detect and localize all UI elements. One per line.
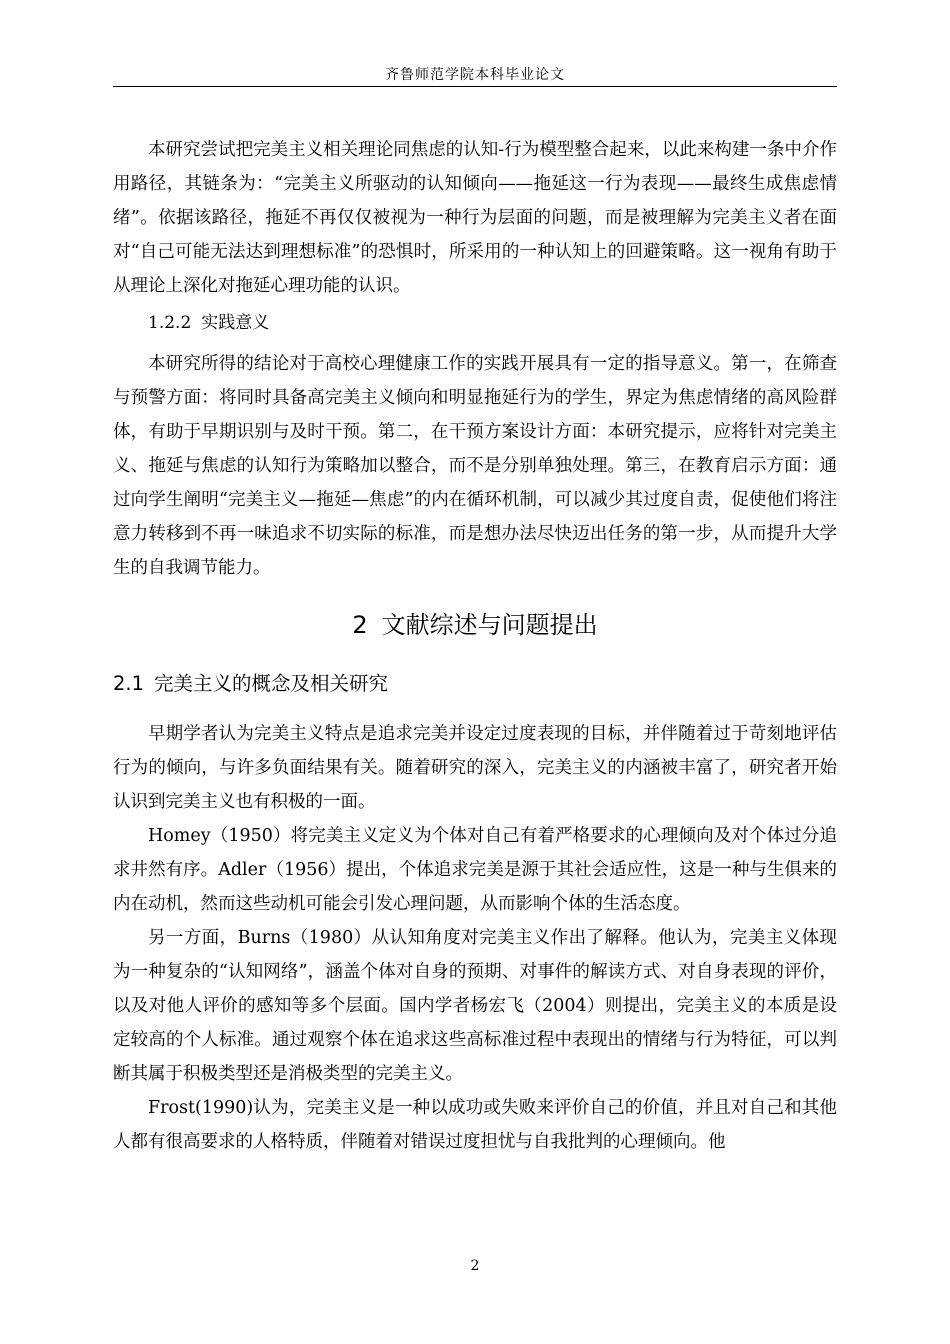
header-rule: [113, 86, 837, 87]
paragraph-homey-adler: Homey（1950）将完美主义定义为个体对自己有着严格要求的心理倾向及对个体过分追求井然有序。Adler（1956）提出，个体追求完美是源于其社会适应性，这是一种与生俱来的内在动机，然而这些动机可能会引发心理问题，从而影响个体的生活态度。: [113, 826, 837, 914]
page-body: [113, 133, 837, 1159]
paragraph-theory-significance: 本研究尝试把完美主义相关理论同焦虑的认知-行为模型整合起来，以此来构建一条中介作用路径，其链条为：“完美主义所驱动的认知倾向——拖延这一行为表现——最终生成焦虑情绪”。依据该路径，拖延不再仅仅被视为一种行为层面的问题，而是被理解为完美主义者在面对“自己可能无法达到理想标准”的恐惧时，所采用的一种认知上的回避策略。这一视角有助于从理论上深化对拖延心理功能的认识。: [113, 140, 837, 296]
paragraph-practical-significance: 本研究所得的结论对于高校心理健康工作的实践开展具有一定的指导意义。第一，在筛查与预警方面：将同时具备高完美主义倾向和明显拖延行为的学生，界定为焦虑情绪的高风险群体，有助于早期识别与及时干预。第二，在干预方案设计方面：本研究提示，应将针对完美主义、拖延与焦虑的认知行为策略加以整合，而不是分别单独处理。第三，在教育启示方面：通过向学生阐明“完美主义—拖延—焦虑”的内在循环机制，可以减少其过度自责，促使他们将注意力转移到不再一味追求不切实际的标准，而是想办法尽快迈出任务的第一步，从而提升大学生的自我调节能力。: [113, 354, 837, 578]
section-title: 完美主义的概念及相关研究: [154, 672, 389, 695]
paragraph-early-scholars: 早期学者认为完美主义特点是追求完美并设定过度表现的目标，并伴随着过于苛刻地评估行为的倾向，与许多负面结果有关。随着研究的深入，完美主义的内涵被丰富了，研究者开始认识到完美主义也有积极的一面。: [113, 724, 837, 812]
subsection-heading: [113, 307, 837, 339]
chapter-number: 2: [352, 611, 368, 639]
subsection-title: 实践意义: [201, 313, 270, 333]
paragraph-frost: Frost(1990)认为，完美主义是一种以成功或失败来评价自己的价值，并且对自己和其他人都有很高要求的人格特质，伴随着对错误过度担忧与自我批判的心理倾向。他: [113, 1098, 837, 1152]
section-number: 2.1: [113, 672, 145, 695]
page-number: 2: [470, 1258, 480, 1274]
section-heading: [113, 667, 837, 701]
subsection-number: 1.2.2: [148, 313, 192, 333]
paragraph-burns-yang: 另一方面，Burns（1980）从认知角度对完美主义作出了解释。他认为，完美主义体现为一种复杂的“认知网络”，涵盖个体对自身的预期、对事件的解读方式、对自身表现的评价，以及对他人评价的感知等多个层面。国内学者杨宏飞（2004）则提出，完美主义的本质是设定较高的个人标准。通过观察个体在追求这些高标准过程中表现出的情绪与行为特征，可以判断其属于积极类型还是消极类型的完美主义。: [113, 928, 837, 1084]
chapter-title: 文献综述与问题提出: [381, 611, 598, 639]
running-header: 齐鲁师范学院本科毕业论文: [385, 67, 565, 83]
chapter-heading: [113, 605, 837, 645]
